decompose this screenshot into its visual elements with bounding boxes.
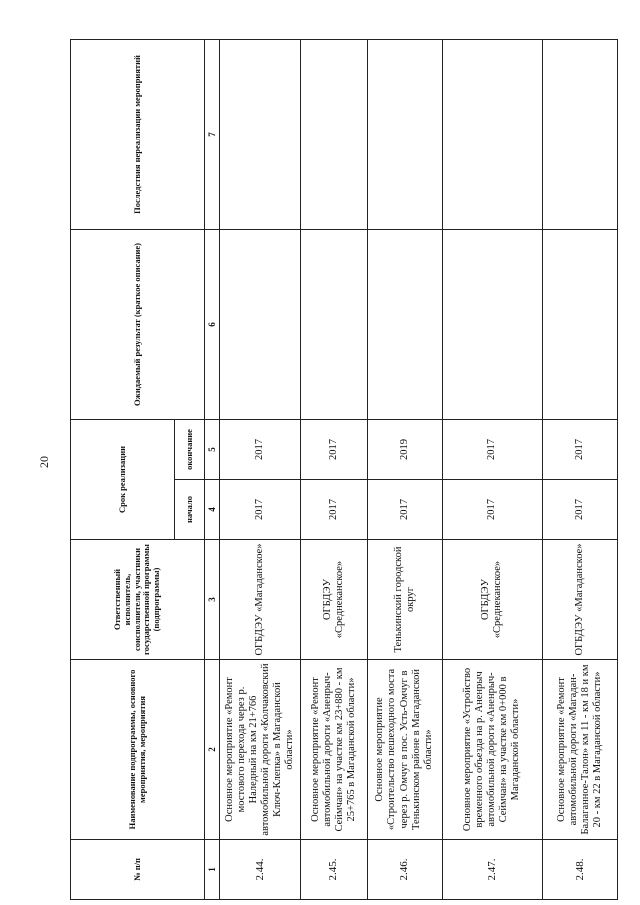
header-no: № п/п — [71, 840, 205, 900]
row-number: 2.48. — [542, 840, 617, 900]
table-row — [220, 40, 301, 900]
responsible-executor: Тенькинский городской округ — [367, 540, 442, 660]
header-name: Наименование подпрограммы, основного мероприятия, мероприятия — [71, 660, 205, 840]
row-number: 2.46. — [367, 840, 442, 900]
col-number: 1 — [205, 840, 220, 900]
expected-result — [542, 230, 617, 420]
row-number: 2.44. — [220, 840, 301, 900]
col-number: 4 — [205, 480, 220, 540]
responsible-executor: ОГБДЭУ «Магаданское» — [542, 540, 617, 660]
responsible-executor: ОГБДЭУ «Магаданское» — [220, 540, 301, 660]
col-number: 5 — [205, 420, 220, 480]
expected-result — [220, 230, 301, 420]
expected-result — [300, 230, 367, 420]
header-start: начало — [175, 480, 205, 540]
end-year: 2017 — [220, 420, 301, 480]
table-container — [70, 40, 618, 900]
col-number: 7 — [205, 40, 220, 230]
end-year: 2019 — [367, 420, 442, 480]
consequences — [367, 40, 442, 230]
header-responsible: Ответственный исполнитель, соисполнители, участники государственной программы (подпрограммы) — [71, 540, 205, 660]
responsible-executor: ОГБДЭУ «Среднеканское» — [300, 540, 367, 660]
consequences — [220, 40, 301, 230]
col-number: 2 — [205, 660, 220, 840]
header-consequences: Последствия нереализации мероприятий — [71, 40, 205, 230]
end-year: 2017 — [300, 420, 367, 480]
start-year: 2017 — [220, 480, 301, 540]
consequences — [300, 40, 367, 230]
measure-name: Основное мероприятие «Устройство временного объезда на р. Аненрыч автомобильной дороги «Аненрыч-Сеймчан» на участке км 0+000 в Магаданской области» — [442, 660, 542, 840]
table-row — [542, 40, 617, 900]
row-number: 2.45. — [300, 840, 367, 900]
col-number: 3 — [205, 540, 220, 660]
expected-result — [442, 230, 542, 420]
col-number: 6 — [205, 230, 220, 420]
table-row — [300, 40, 367, 900]
consequences — [442, 40, 542, 230]
measure-name: Основное мероприятие «Строительство пешеходного моста через р. Омчуг в пос. Усть-Омчуг в Тенькинском районе в Магаданской области» — [367, 660, 442, 840]
table-row — [367, 40, 442, 900]
start-year: 2017 — [542, 480, 617, 540]
start-year: 2017 — [300, 480, 367, 540]
page-number: 20 — [37, 456, 51, 468]
measure-name: Основное мероприятие «Ремонт автомобильной дороги «Аненрыч-Сеймчан» на участке км 23+880 - км 25+765 в Магаданской области» — [300, 660, 367, 840]
table-row — [442, 40, 542, 900]
end-year: 2017 — [542, 420, 617, 480]
consequences — [542, 40, 617, 230]
start-year: 2017 — [442, 480, 542, 540]
start-year: 2017 — [367, 480, 442, 540]
end-year: 2017 — [442, 420, 542, 480]
measure-name: Основное мероприятие «Ремонт автомобильной дороги «Магадан-Балаганное-Талон» км 11 - км 18 и км 20 - км 22 в Магаданской области» — [542, 660, 617, 840]
header-term: Срок реализации — [71, 420, 175, 540]
header-result: Ожидаемый результат (краткое описание) — [71, 230, 205, 420]
measures-table — [70, 39, 618, 900]
header-end: окончание — [175, 420, 205, 480]
row-number: 2.47. — [442, 840, 542, 900]
expected-result — [367, 230, 442, 420]
responsible-executor: ОГБДЭУ «Среднеканское» — [442, 540, 542, 660]
measure-name: Основное мероприятие «Ремонт мостового перехода через р. Наледный на км 21+766 автомобильной дороги «Колчаковский Ключ-Клепка» в Магаданской области» — [220, 660, 301, 840]
